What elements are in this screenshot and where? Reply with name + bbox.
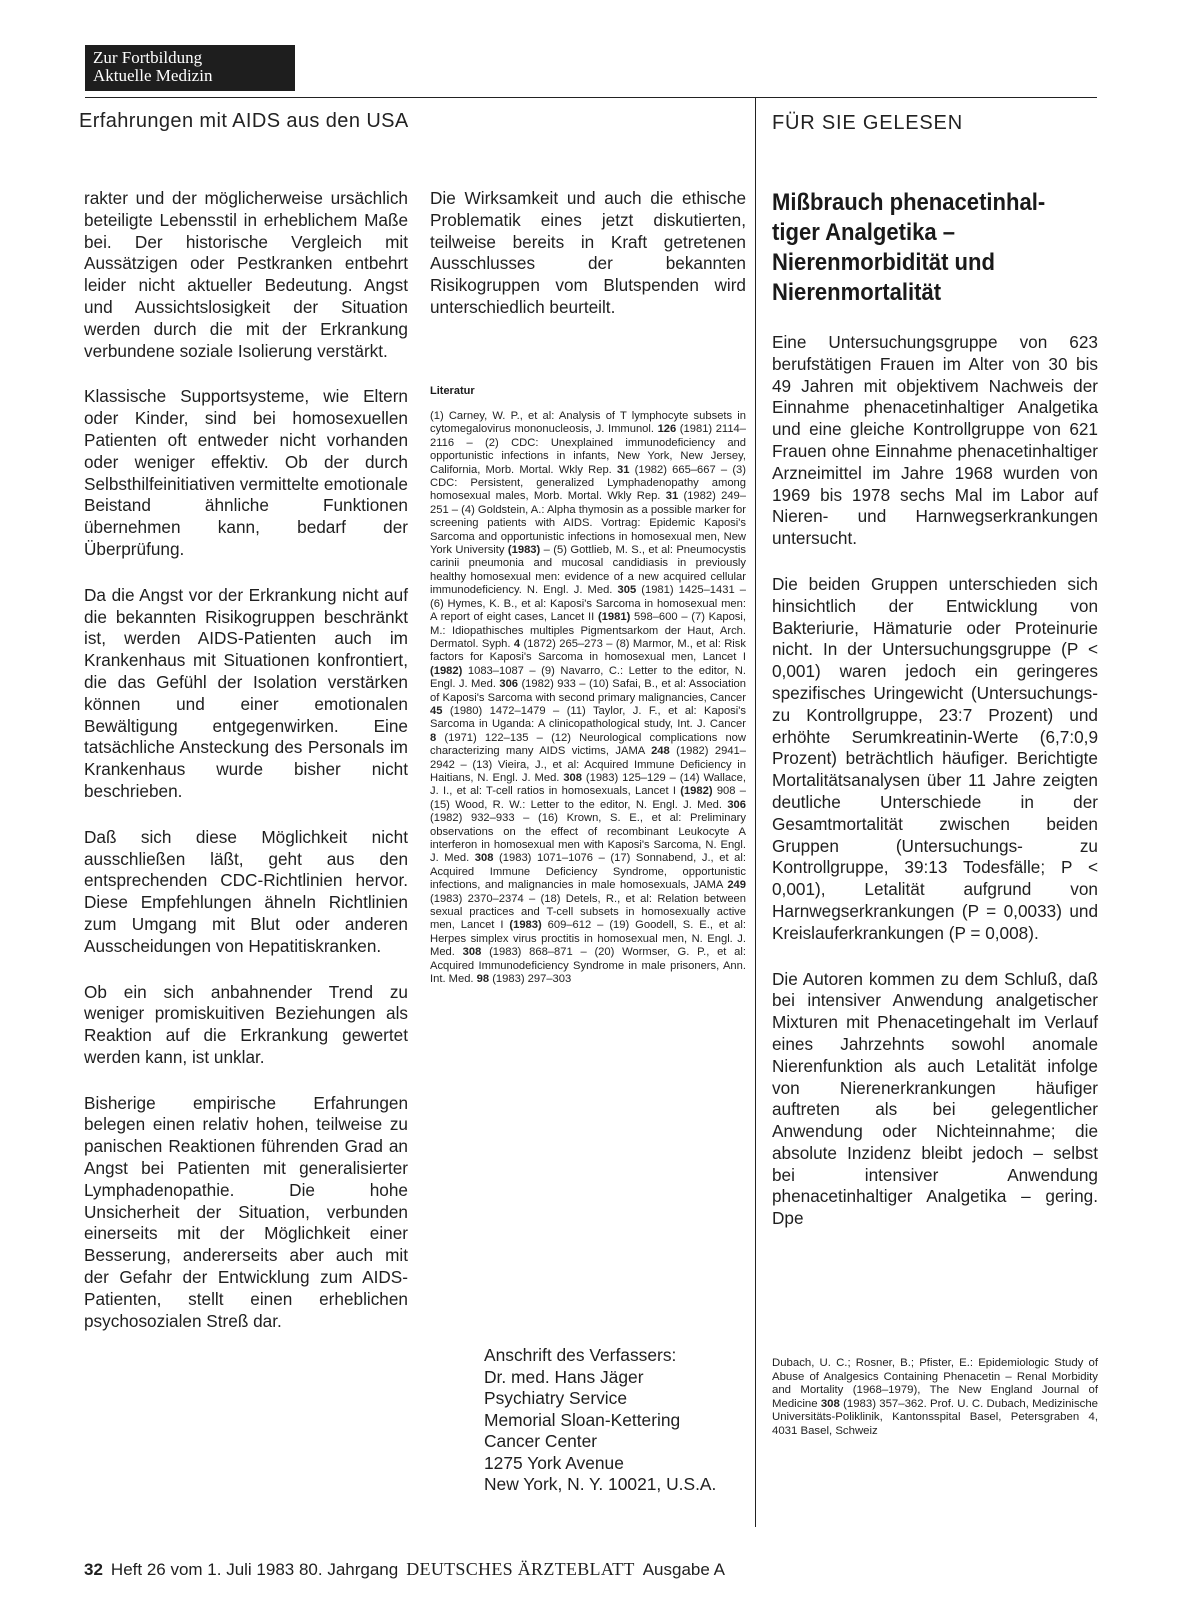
right-article-body [772,332,1098,1254]
journal-name: DEUTSCHES ÄRZTEBLATT [406,1559,635,1579]
reference-text: 598–600 – (7) Kaposi, M.: Idiopathisches multiples Pigmentsarkom der Haut, Arch. Dermatol. Syph. [430,611,746,650]
badge-line-1: Zur Fortbildung [93,48,203,67]
reference-text: (1982) 932–933 – (16) Krown, S. E., et al: Preliminary observations on the effect of recombinant Leukocyte A interferon in homosexual men with Kaposi's Sarcoma, N. Engl. J. Med. [430,812,746,865]
bold-volume: (1982) [680,785,713,798]
reference-text: 609–612 – (19) Goodell, S. E., et al: Herpes simplex virus proctitis in homosexual men, N. Engl. J. Med. [430,919,746,959]
paragraph: Bisherige empirische Erfahrungen belegen einen relativ hohen, teilweise zu panischen Reaktionen führenden Grad an Angst bei Patienten mit generalisierter Lymphadenopathie. Die hohe Unsicherheit der Situation, verbunden einerseits mit der Möglichkeit einer Besserung, andererseits aber auch mit der Gefahr der Entwicklung zum AIDS-Patienten, stellt einen erheblichen psychosozialen Streß dar. [84,1092,408,1331]
reference-text: (1983) 125–129 – (14) Wallace, J. I., et al: T-cell ratios in homosexuals, Lancet I [430,771,746,798]
badge-line-2: Aktuelle Medizin [93,66,213,85]
bold-volume: 98 [476,973,490,986]
page-footer [84,1559,725,1580]
column-divider [755,97,756,1527]
reference-text: (1982) 2941–2942 – (13) Vieira, J., et al: Acquired Immune Deficiency in Haitians, N. Engl. J. Med. [430,745,747,784]
edition: Ausgabe A [642,1560,725,1579]
bold-volume: 308 [563,771,582,784]
reference-text: (1983) 1071–1076 – (17) Sonnabend, J., et al: Acquired Immune Deficiency Syndrome, opportunistic infections, and malignancies in male homosexuals, JAMA [430,852,746,892]
reference-text: Dubach, U. C.; Rosner, B.; Pfister, E.: Epidemiologic Study of Abuse of Analgesics Containing Phenacetin – Renal Morbidity and Mortality (1968–1979), The New England Journal of Medicine [772,1357,1098,1410]
bold-volume: (1981) [597,611,631,624]
section-badge [85,45,295,91]
address-line: Dr. med. Hans Jäger [484,1366,644,1387]
reference-text: (1872) 265–273 – (8) Marmor, M., et al: Risk factors for Kaposi's Sarcoma in homosexual men, Lancet I [430,637,746,664]
literature-heading: Literatur [430,385,475,397]
right-article-reference [772,1357,1098,1439]
bold-volume: (1983) [507,544,541,557]
address-line: Anschrift des Verfassers: [484,1345,677,1365]
bold-volume: 308 [474,852,494,865]
bold-volume: 305 [617,584,637,597]
bold-volume: 126 [657,423,677,436]
reference-text: (1982) 665–667 – (3) CDC: Persistent, generalized Lymphadenopathy among homosexual males, Morb. Mortal. Wkly Rep. [430,463,746,503]
bold-volume: 308 [462,946,482,959]
author-address [484,1345,716,1496]
address-line: Cancer Center [484,1431,598,1451]
right-article-title [772,188,1069,308]
left-article-column-2 [430,188,746,343]
reference-text: 1083–1087 – (9) Navarro, C.: Letter to the editor, N. Engl. J. Med. [430,664,746,691]
paragraph: Klassische Supportsysteme, wie Eltern oder Kinder, sind bei homosexuellen Patienten oft entweder nicht vorhanden oder weniger effektiv. Ob der durch Selbsthilfeinitiativen vermittelte emotionale Beistand ähnliche Funktionen übernehmen kann, bedarf der Überprüfung. [84,386,408,559]
literature-list [430,410,746,986]
left-section-title: Erfahrungen mit AIDS aus den USA [79,110,409,132]
bold-volume: 306 [499,678,519,691]
title-line: tiger Analgetika – [772,219,955,246]
reference-text: – (5) Gottlieb, M. S., et al: Pneumocystis carinii pneumonia and mucosal candidiasis in previously healthy homosexual men: evidence of a new acquired cellular immunodeficiency. N. Engl. J. Med. [430,544,746,597]
bold-volume: (1983) [509,919,542,932]
paragraph: Die Autoren kommen zu dem Schluß, daß bei intensiver Anwendung analgetischer Mixturen mit Phenacetingehalt im Verlauf eines Jahrzehnts sowohl anomale Nierenfunktion als auch Letalität infolge von Nierenerkrankungen häufiger auftreten als bei gelegentlicher Anwendung oder Nichteinnahme; die absolute Inzidenz bleibt jedoch – selbst bei intensiver Anwendung phenacetinhaltiger Analgetika – gering. Dpe [772,968,1098,1229]
address-line: Psychiatry Service [484,1388,628,1408]
page-number: 32 [84,1560,103,1579]
right-section-title: FÜR SIE GELESEN [772,112,963,134]
paragraph: Eine Untersuchungsgruppe von 623 berufstätigen Frauen im Alter von 30 bis 49 Jahren mit objektivem Nachweis der Einnahme phenacetinhaltiger Analgetika und eine gleiche Kontrollgruppe von 621 Frauen ohne Einnahme phenacetinhaltiger Arzneimittel im Jahre 1968 wurden von 1969 bis 1978 sechs Mal im Labor auf Nieren- und Harnwegserkrankungen untersucht. [772,332,1098,549]
address-line: Memorial Sloan-Kettering [484,1409,681,1430]
issue-info: Heft 26 vom 1. Juli 1983 80. Jahrgang [110,1560,399,1579]
reference-text: (1983) 2370–2374 – (18) Detels, R., et al: Relation between sexual practices and T-cell subsets in homosexually active men, Lancet I [430,892,746,932]
reference-text: (1983) 868–871 – (20) Wormser, G. P., et al: Acquired Immunodeficiency Syndrome in male prisoners, Ann. Int. Med. [430,946,746,986]
paragraph: Ob ein sich anbahnender Trend zu weniger promiskuitiven Beziehungen als Reaktion auf die Erkrankung gewertet werden kann, ist unklar. [84,981,408,1067]
reference-text: (1981) 1425–1431 – (6) Hymes, K. B., et al: Kaposi's Sarcoma in homosexual men: A report of eight cases, Lancet II [430,584,746,624]
bold-volume: 8 [430,731,437,744]
bold-volume: 249 [727,879,746,892]
reference-text: (1971) 122–135 – (12) Neurological complications now characterizing many AIDS victims, JAMA [430,731,746,758]
paragraph: Die Wirksamkeit und auch die ethische Problematik eines jetzt diskutierten, teilweise bereits in Kraft getretenen Ausschlusses der bekannten Risikogruppen vom Blutspenden wird unterschiedlich beurteilt. [430,188,746,317]
bold-volume: 31 [616,463,630,476]
paragraph: Da die Angst vor der Erkrankung nicht auf die bekannten Risikogruppen beschränkt ist, werden AIDS-Patienten auch im Krankenhaus mit Situationen konfrontiert, die das Gefühl der Isolation verstärken können und einer emotionalen Bewältigung entgegenwirken. Eine tatsächliche Ansteckung des Personals im Krankenhaus wurde bisher nicht beschrieben. [84,584,408,801]
reference-text: (1983) 297–303 [489,973,572,986]
left-article-column-1 [84,188,408,1356]
title-line: Nierenmorbidität und [772,249,995,276]
address-line: 1275 York Avenue [484,1452,624,1473]
address-line: New York, N. Y. 10021, U.S.A. [484,1474,717,1494]
bold-volume: 31 [665,490,679,503]
bold-volume: 248 [651,745,670,758]
paragraph: Die beiden Gruppen unterschieden sich hinsichtlich der Entwicklung von Bakteriurie, Hämaturie oder Proteinurie nicht. In der Untersuchungsgruppe (P < 0,001) waren jedoch ein geringeres spezifisches Uringewicht (Untersuchungs- zu Kontrollgruppe, 23:7 Prozent) und erhöhte Serumkreatinin-Werte (6,7:0,9 Prozent) beträchtlich häufiger. Berichtigte Mortalitätsanalysen über 11 Jahre zeigten deutliche Unterschiede in der Gesamtmortalität zwischen beiden Gruppen (Untersuchungs- zu Kontrollgruppe, 39:13 Todesfälle; P < 0,001), Letalität aufgrund von Harnwegserkrankungen (P = 0,0033) und Kreislauferkrankungen (P = 0,008). [772,573,1098,943]
paragraph: Daß sich diese Möglichkeit nicht ausschließen läßt, geht aus den entsprechenden CDC-Richtlinien hervor. Diese Empfehlungen ähneln Richtlinien zum Umgang mit Blut oder anderen Ausscheidungen von Hepatitiskranken. [84,826,408,956]
reference-text: (1981) 2114–2116 – (2) CDC: Unexplained immunodeficiency and opportunistic infections in infants, New York, New Jersey, California, Morb. Mortal. Wkly Rep. [430,423,746,476]
reference-text: (1982) 933 – (10) Safai, B., et al: Association of Kaposi's Sarcoma with second primary malignancies, Cancer [430,678,746,704]
paragraph: rakter und der möglicherweise ursächlich beteiligte Lebensstil in erheblichem Maße bei. Der historische Vergleich mit Aussätzigen oder Pestkranken entbehrt leider nicht aktueller Bedeutung. Angst und Aussichtslosigkeit der Situation werden durch die mit der Erkrankung verbundene soziale Isolierung verstärkt. [84,188,408,361]
reference-text: (1983) 357–362. Prof. U. C. Dubach, Medizinische Universitäts-Poliklinik, Kantonsspital Basel, Petersgraben 4, 4031 Basel, Schweiz [772,1397,1098,1437]
bold-volume: 308 [820,1397,840,1410]
reference-text: (1982) 249–251 – (4) Goldstein, A.: Alpha thymosin as a possible marker for screening patients with AIDS. Vortrag: Epidemic Kaposi's Sarcoma and opportunistic infections in homosexual men, New York University [430,490,746,557]
reference-text: (1) Carney, W. P., et al: Analysis of T lymphocyte subsets in cytomegalovirus mononucleosis, J. Immunol. [430,410,746,436]
reference-text: 908 – (15) Wood, R. W.: Letter to the editor, N. Engl. J. Med. [430,785,746,811]
title-line: Nierenmortalität [772,279,942,306]
bold-volume: (1982) [430,664,463,677]
reference-text: (1980) 1472–1479 – (11) Taylor, J. F., et al: Kaposi's Sarcoma in Uganda: A clinicopathological study, Int. J. Cancer [430,704,746,731]
bold-volume: 45 [430,704,443,717]
bold-volume: 4 [513,637,521,650]
bold-volume: 306 [727,798,746,811]
title-line: Mißbrauch phenacetinhal- [772,189,1046,216]
top-rule [85,97,1097,98]
